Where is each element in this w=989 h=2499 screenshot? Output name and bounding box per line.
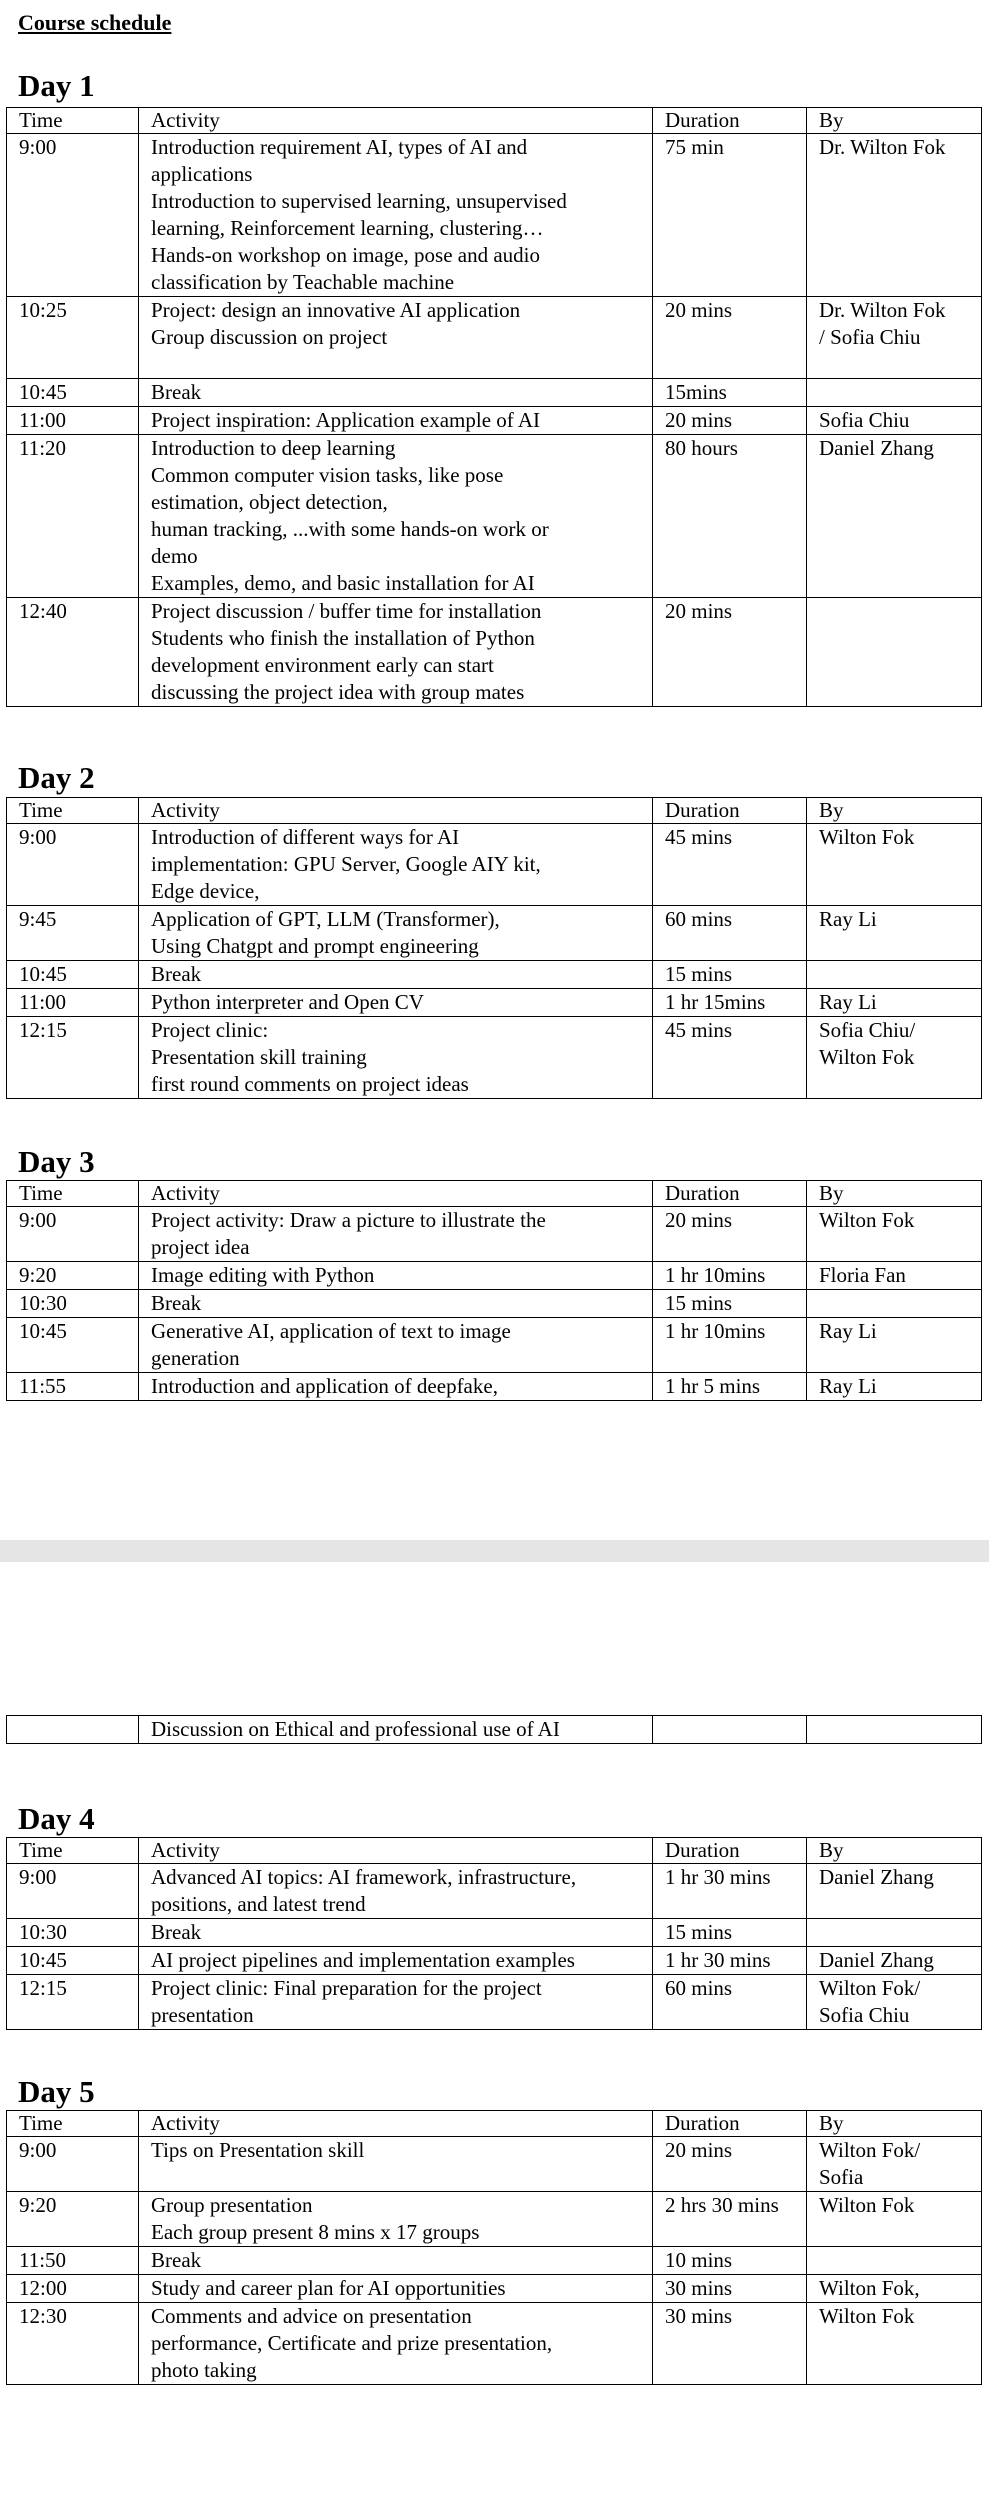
presenter-cell-line: Wilton Fok	[819, 825, 915, 849]
duration-cell: 30 mins	[653, 2303, 807, 2385]
duration-cell: 20 mins	[653, 598, 807, 707]
activity-cell-line: Hands-on workshop on image, pose and audio	[151, 243, 541, 267]
presenter-cell-line: Wilton Fok/	[819, 2138, 921, 2162]
activity-cell	[139, 1207, 653, 1262]
presenter-cell	[807, 2303, 982, 2385]
header-by: By	[807, 2111, 982, 2137]
activity-cell-line: Common computer vision tasks, like pose	[151, 463, 504, 487]
activity-cell	[139, 961, 653, 989]
presenter-cell	[807, 1290, 982, 1318]
time-cell: 12:15	[7, 1017, 139, 1099]
header-activity: Activity	[139, 1181, 653, 1207]
presenter-cell-line: Wilton Fok	[819, 2193, 915, 2217]
table-row	[7, 134, 982, 297]
duration-cell: 20 mins	[653, 407, 807, 435]
activity-cell	[139, 1318, 653, 1373]
presenter-cell	[807, 1947, 982, 1975]
header-activity: Activity	[139, 798, 653, 824]
activity-cell	[139, 2303, 653, 2385]
presenter-cell-line: Ray Li	[819, 907, 877, 931]
table-row	[7, 379, 982, 407]
presenter-cell	[807, 961, 982, 989]
presenter-cell	[807, 435, 982, 598]
day-4-title: Day 4	[18, 1801, 95, 1836]
presenter-cell-line: Sofia Chiu	[819, 408, 910, 432]
table-row	[7, 2247, 982, 2275]
presenter-cell	[807, 1373, 982, 1401]
time-cell: 11:55	[7, 1373, 139, 1401]
activity-cell-line: human tracking, ...with some hands-on work or	[151, 517, 549, 541]
activity-cell-line: Discussion on Ethical and professional use of AI	[151, 1717, 560, 1741]
activity-cell-line: Project clinic: Final preparation for the project	[151, 1976, 542, 2000]
presenter-cell-line: Daniel Zhang	[819, 436, 934, 460]
time-cell: 9:20	[7, 2192, 139, 2247]
presenter-cell	[807, 906, 982, 961]
activity-cell-line: Introduction requirement AI, types of AI and	[151, 135, 528, 159]
activity-cell-line: Project discussion / buffer time for installation	[151, 599, 542, 623]
presenter-cell	[807, 2247, 982, 2275]
activity-cell-line: Python interpreter and Open CV	[151, 990, 424, 1014]
time-cell: 10:45	[7, 1947, 139, 1975]
day-5-schedule-table	[6, 2110, 982, 2385]
activity-cell-line: Group discussion on project	[151, 325, 388, 349]
presenter-cell-line: Wilton Fok	[819, 1208, 915, 1232]
duration-cell: 60 mins	[653, 906, 807, 961]
presenter-cell-line: Dr. Wilton Fok	[819, 135, 946, 159]
header-time: Time	[7, 2111, 139, 2137]
presenter-cell	[807, 1262, 982, 1290]
presenter-cell	[807, 1017, 982, 1099]
activity-cell	[139, 989, 653, 1017]
time-cell: 12:15	[7, 1975, 139, 2030]
header-by: By	[807, 1838, 982, 1864]
activity-cell	[139, 435, 653, 598]
time-cell: 9:20	[7, 1262, 139, 1290]
table-row	[7, 906, 982, 961]
table-header-row	[7, 1181, 982, 1207]
header-by: By	[807, 1181, 982, 1207]
presenter-cell-line: Ray Li	[819, 1374, 877, 1398]
presenter-cell-line	[819, 961, 981, 988]
duration-cell: 15 mins	[653, 1919, 807, 1947]
duration-cell: 45 mins	[653, 1017, 807, 1099]
time-cell: 9:00	[7, 2137, 139, 2192]
presenter-cell-line: Daniel Zhang	[819, 1948, 934, 1972]
presenter-cell	[807, 1864, 982, 1919]
table-row	[7, 297, 982, 379]
header-activity: Activity	[139, 108, 653, 134]
header-time: Time	[7, 1838, 139, 1864]
presenter-cell-line: Wilton Fok,	[819, 2276, 920, 2300]
duration-cell: 20 mins	[653, 1207, 807, 1262]
activity-cell-line: Break	[151, 1291, 202, 1315]
table-row	[7, 1017, 982, 1099]
time-cell: 11:00	[7, 407, 139, 435]
activity-cell-line: Using Chatgpt and prompt engineering	[151, 934, 479, 958]
duration-cell: 1 hr 10mins	[653, 1262, 807, 1290]
table-row	[7, 2192, 982, 2247]
time-cell: 9:00	[7, 1207, 139, 1262]
activity-cell-line: Project clinic:	[151, 1018, 269, 1042]
activity-cell	[139, 1290, 653, 1318]
activity-cell-line	[151, 351, 652, 378]
time-cell: 11:50	[7, 2247, 139, 2275]
duration-cell: 1 hr 5 mins	[653, 1373, 807, 1401]
duration-cell: 20 mins	[653, 297, 807, 379]
duration-cell: 60 mins	[653, 1975, 807, 2030]
presenter-cell	[807, 1716, 982, 1744]
activity-cell-line: Project activity: Draw a picture to illustrate the	[151, 1208, 546, 1232]
presenter-cell	[807, 1919, 982, 1947]
duration-cell	[653, 1716, 807, 1744]
activity-cell-line: Group presentation	[151, 2193, 313, 2217]
activity-cell-line: classification by Teachable machine	[151, 270, 455, 294]
table-row	[7, 824, 982, 906]
activity-cell	[139, 1919, 653, 1947]
table-row	[7, 407, 982, 435]
presenter-cell-line: Ray Li	[819, 1319, 877, 1343]
activity-cell	[139, 1947, 653, 1975]
activity-cell-line: presentation	[151, 2003, 254, 2027]
activity-cell	[139, 2137, 653, 2192]
table-row	[7, 435, 982, 598]
day-2-title: Day 2	[18, 760, 95, 795]
activity-cell	[139, 2275, 653, 2303]
duration-cell: 15 mins	[653, 1290, 807, 1318]
day-1-schedule-table	[6, 107, 982, 707]
duration-cell: 75 min	[653, 134, 807, 297]
table-header-row	[7, 2111, 982, 2137]
day-4-schedule-table	[6, 1837, 982, 2030]
activity-cell	[139, 1975, 653, 2030]
activity-cell-line: project idea	[151, 1235, 250, 1259]
activity-cell	[139, 598, 653, 707]
header-duration: Duration	[653, 2111, 807, 2137]
activity-cell	[139, 1864, 653, 1919]
time-cell: 9:45	[7, 906, 139, 961]
activity-cell-line: AI project pipelines and implementation examples	[151, 1948, 575, 1972]
table-header-row	[7, 108, 982, 134]
duration-cell: 2 hrs 30 mins	[653, 2192, 807, 2247]
activity-cell-line: development environment early can start	[151, 653, 494, 677]
presenter-cell-line: Dr. Wilton Fok	[819, 298, 946, 322]
activity-cell-line: Introduction to deep learning	[151, 436, 396, 460]
activity-cell-line: Examples, demo, and basic installation for AI	[151, 571, 535, 595]
header-by: By	[807, 798, 982, 824]
activity-cell-line: first round comments on project ideas	[151, 1072, 469, 1096]
table-row	[7, 2137, 982, 2192]
duration-cell: 15mins	[653, 379, 807, 407]
activity-cell	[139, 407, 653, 435]
day-3-schedule-table	[6, 1180, 982, 1401]
presenter-cell-line	[819, 1919, 981, 1946]
activity-cell-line: Application of GPT, LLM (Transformer),	[151, 907, 500, 931]
presenter-cell-line: / Sofia Chiu	[819, 325, 921, 349]
activity-cell-line: Comments and advice on presentation	[151, 2304, 472, 2328]
presenter-cell	[807, 989, 982, 1017]
header-activity: Activity	[139, 2111, 653, 2137]
header-duration: Duration	[653, 798, 807, 824]
duration-cell: 30 mins	[653, 2275, 807, 2303]
duration-cell: 1 hr 30 mins	[653, 1947, 807, 1975]
activity-cell-line: Generative AI, application of text to image	[151, 1319, 511, 1343]
time-cell: 9:00	[7, 134, 139, 297]
presenter-cell-line	[819, 2247, 981, 2274]
activity-cell	[139, 297, 653, 379]
table-row	[7, 598, 982, 707]
presenter-cell	[807, 1975, 982, 2030]
time-cell	[7, 1716, 139, 1744]
time-cell: 9:00	[7, 824, 139, 906]
day-5-title: Day 5	[18, 2074, 95, 2109]
presenter-cell-line	[819, 1290, 981, 1317]
presenter-cell-line: Daniel Zhang	[819, 1865, 934, 1889]
presenter-cell-line	[819, 1716, 981, 1743]
presenter-cell	[807, 1207, 982, 1262]
time-cell: 10:30	[7, 1919, 139, 1947]
time-cell: 11:20	[7, 435, 139, 598]
activity-cell-line: generation	[151, 1346, 240, 1370]
day-2-schedule-table	[6, 797, 982, 1099]
duration-cell: 15 mins	[653, 961, 807, 989]
table-row	[7, 1716, 982, 1744]
time-cell: 11:00	[7, 989, 139, 1017]
activity-cell-line: Advanced AI topics: AI framework, infrastructure,	[151, 1865, 577, 1889]
activity-cell-line: Break	[151, 380, 202, 404]
table-row	[7, 1207, 982, 1262]
duration-cell: 1 hr 15mins	[653, 989, 807, 1017]
time-cell: 12:30	[7, 2303, 139, 2385]
presenter-cell-line: Wilton Fok	[819, 1045, 915, 1069]
document-page-2	[0, 1562, 989, 2499]
presenter-cell-line: Sofia	[819, 2165, 864, 2189]
activity-cell	[139, 1716, 653, 1744]
table-row	[7, 1919, 982, 1947]
activity-cell	[139, 134, 653, 297]
activity-cell-line: Introduction to supervised learning, unsupervised	[151, 189, 567, 213]
presenter-cell-line: Sofia Chiu	[819, 2003, 910, 2027]
presenter-cell-line: Sofia Chiu/	[819, 1018, 916, 1042]
activity-cell	[139, 2247, 653, 2275]
table-row	[7, 1262, 982, 1290]
activity-cell	[139, 906, 653, 961]
table-row	[7, 1864, 982, 1919]
activity-cell-line: positions, and latest trend	[151, 1892, 366, 1916]
table-header-row	[7, 798, 982, 824]
activity-cell-line: demo	[151, 544, 198, 568]
presenter-cell-line	[819, 379, 981, 406]
table-row	[7, 1318, 982, 1373]
presenter-cell	[807, 598, 982, 707]
duration-cell: 1 hr 10mins	[653, 1318, 807, 1373]
activity-cell-line: Study and career plan for AI opportunities	[151, 2276, 506, 2300]
activity-cell-line: Introduction and application of deepfake,	[151, 1374, 498, 1398]
document-title: Course schedule	[18, 10, 172, 35]
presenter-cell-line: Floria Fan	[819, 1263, 906, 1287]
time-cell: 10:25	[7, 297, 139, 379]
presenter-cell-line: Ray Li	[819, 990, 877, 1014]
header-time: Time	[7, 1181, 139, 1207]
activity-cell-line: learning, Reinforcement learning, clustering…	[151, 216, 544, 240]
activity-cell-line: implementation: GPU Server, Google AIY kit,	[151, 852, 541, 876]
activity-cell-line: photo taking	[151, 2358, 257, 2382]
page-break-separator	[0, 1540, 989, 1562]
header-time: Time	[7, 108, 139, 134]
presenter-cell	[807, 2137, 982, 2192]
activity-cell	[139, 1373, 653, 1401]
activity-cell-line: Break	[151, 962, 202, 986]
presenter-cell-line: Wilton Fok	[819, 2304, 915, 2328]
activity-cell	[139, 2192, 653, 2247]
time-cell: 12:40	[7, 598, 139, 707]
activity-cell-line: estimation, object detection,	[151, 490, 388, 514]
activity-cell	[139, 824, 653, 906]
time-cell: 10:30	[7, 1290, 139, 1318]
activity-cell-line: applications	[151, 162, 253, 186]
header-activity: Activity	[139, 1838, 653, 1864]
table-row	[7, 1290, 982, 1318]
header-time: Time	[7, 798, 139, 824]
activity-cell-line: performance, Certificate and prize presentation,	[151, 2331, 553, 2355]
activity-cell-line: Each group present 8 mins x 17 groups	[151, 2220, 480, 2244]
activity-cell-line: Project inspiration: Application example of AI	[151, 408, 541, 432]
time-cell: 10:45	[7, 961, 139, 989]
activity-cell-line: Presentation skill training	[151, 1045, 367, 1069]
header-duration: Duration	[653, 108, 807, 134]
presenter-cell	[807, 297, 982, 379]
activity-cell-line: Image editing with Python	[151, 1263, 375, 1287]
time-cell: 10:45	[7, 379, 139, 407]
header-duration: Duration	[653, 1838, 807, 1864]
activity-cell-line: Tips on Presentation skill	[151, 2138, 365, 2162]
header-by: By	[807, 108, 982, 134]
duration-cell: 1 hr 30 mins	[653, 1864, 807, 1919]
presenter-cell-line	[819, 598, 981, 625]
activity-cell-line: Break	[151, 1920, 202, 1944]
activity-cell-line: Edge device,	[151, 879, 260, 903]
presenter-cell	[807, 2192, 982, 2247]
table-row	[7, 961, 982, 989]
time-cell: 12:00	[7, 2275, 139, 2303]
day-1-title: Day 1	[18, 68, 95, 103]
presenter-cell	[807, 824, 982, 906]
table-row	[7, 2303, 982, 2385]
day-3-continuation-table	[6, 1715, 982, 1744]
table-row	[7, 1373, 982, 1401]
activity-cell	[139, 379, 653, 407]
day-3-title: Day 3	[18, 1144, 95, 1179]
duration-cell: 45 mins	[653, 824, 807, 906]
activity-cell-line: Break	[151, 2248, 202, 2272]
presenter-cell-line: Wilton Fok/	[819, 1976, 921, 2000]
table-row	[7, 1975, 982, 2030]
activity-cell	[139, 1017, 653, 1099]
presenter-cell	[807, 1318, 982, 1373]
activity-cell-line: Students who finish the installation of Python	[151, 626, 535, 650]
activity-cell	[139, 1262, 653, 1290]
table-header-row	[7, 1838, 982, 1864]
duration-cell: 20 mins	[653, 2137, 807, 2192]
time-cell: 10:45	[7, 1318, 139, 1373]
presenter-cell	[807, 134, 982, 297]
time-cell: 9:00	[7, 1864, 139, 1919]
duration-cell: 80 hours	[653, 435, 807, 598]
table-row	[7, 2275, 982, 2303]
duration-cell: 10 mins	[653, 2247, 807, 2275]
presenter-cell	[807, 379, 982, 407]
presenter-cell	[807, 407, 982, 435]
table-row	[7, 1947, 982, 1975]
table-row	[7, 989, 982, 1017]
header-duration: Duration	[653, 1181, 807, 1207]
activity-cell-line: discussing the project idea with group mates	[151, 680, 525, 704]
activity-cell-line: Project: design an innovative AI application	[151, 298, 521, 322]
activity-cell-line: Introduction of different ways for AI	[151, 825, 460, 849]
presenter-cell	[807, 2275, 982, 2303]
